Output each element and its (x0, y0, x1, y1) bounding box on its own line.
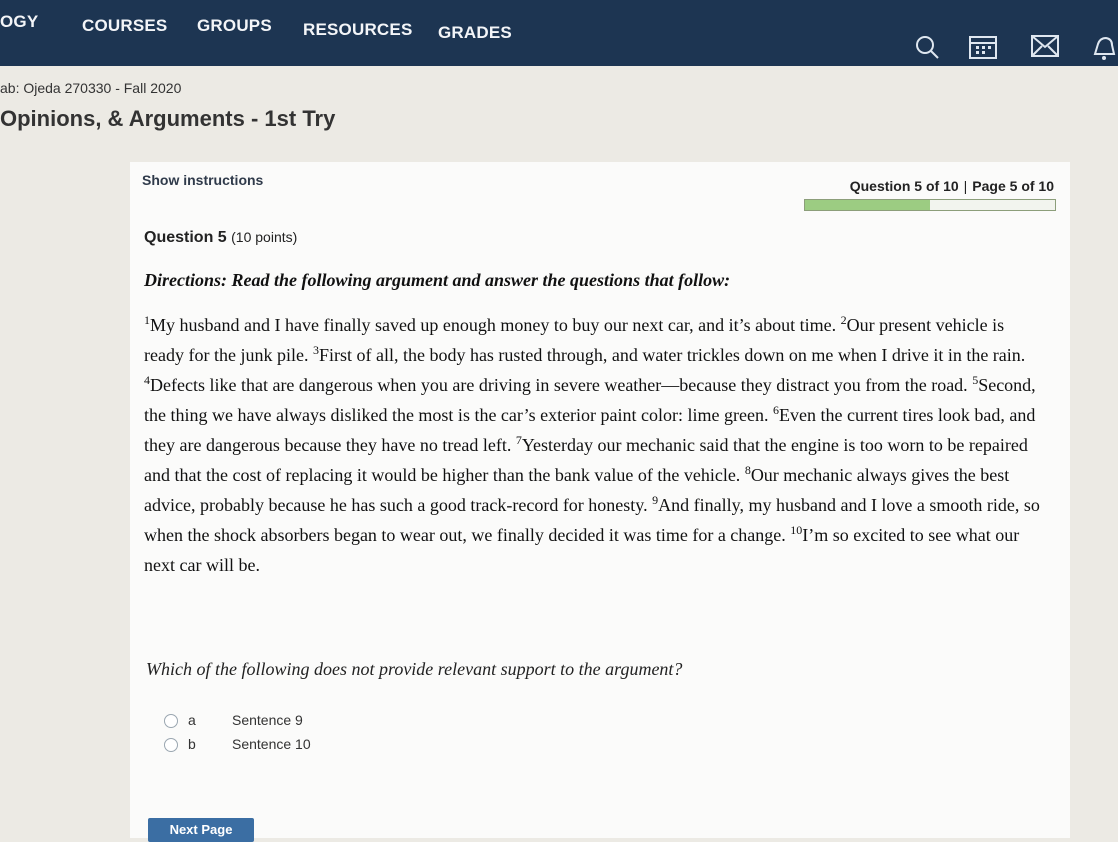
quiz-panel (130, 162, 1070, 838)
sentence-number: 8 (744, 463, 751, 477)
question-points: (10 points) (231, 229, 298, 245)
page-title: Opinions, & Arguments - 1st Try (0, 106, 336, 131)
page-counter: Page 5 of 10 (972, 178, 1054, 194)
next-page-button[interactable]: Next Page (148, 818, 254, 842)
question-counter: Question 5 of 10 (849, 178, 959, 194)
sentence-text: Defects like that are dangerous when you are driving in severe weather—because they distract you from the road. (150, 375, 973, 395)
course-breadcrumb: ab: Ojeda 270330 - Fall 2020 (0, 80, 182, 96)
question-status (850, 178, 1054, 194)
option-letter: b (188, 736, 196, 752)
show-instructions-link[interactable]: Show instructions (142, 172, 264, 188)
bell-icon[interactable] (1090, 34, 1118, 67)
radio-button[interactable] (164, 738, 178, 752)
question-prompt: Which of the following does not provide relevant support to the argument? (146, 659, 683, 679)
brand-text[interactable]: OGY (0, 12, 39, 31)
sentence-text: Second, the thing we have always disliked the most is the car’s exterior paint color: lime green. (144, 375, 1036, 425)
sentence-number: 6 (773, 403, 779, 417)
progress-fill (805, 200, 930, 210)
sentence-text: Even the current tires look bad, and they are dangerous because they have no tread left. (144, 405, 1036, 455)
calendar-icon[interactable] (968, 34, 998, 65)
sentence-text: I’m so excited to see what our next car will be. (144, 525, 1020, 575)
sentence-text: Yesterday our mechanic said that the engine is too worn to be repaired and that the cost of replacing it would be higher than the bank value of the vehicle. (144, 435, 1028, 485)
top-navbar (0, 0, 1118, 66)
sentence-text: My husband and I have finally saved up enough money to buy our next car, and it’s about time. (150, 315, 841, 335)
nav-courses[interactable]: COURSES (82, 16, 168, 35)
sentence-number: 1 (144, 313, 150, 327)
sentence-number: 5 (972, 373, 979, 387)
sentence-text: First of all, the body has rusted through, and water trickles down on me when I drive it in the rain. (318, 345, 1026, 365)
sentence-text: Our present vehicle is ready for the junk pile. (144, 315, 1005, 365)
option-text: Sentence 10 (232, 736, 311, 752)
argument-passage (144, 310, 1044, 580)
question-number: Question 5 (144, 229, 227, 246)
sentence-number: 9 (652, 493, 659, 507)
option-text: Sentence 9 (232, 712, 303, 728)
option-letter: a (188, 712, 196, 728)
sentence-number: 4 (144, 373, 150, 387)
mail-icon[interactable] (1030, 34, 1060, 63)
sentence-text: And finally, my husband and I love a smooth ride, so when the shock absorbers began to wear out, we finally decided it was time for a change. (144, 495, 1040, 545)
status-separator: | (963, 178, 968, 194)
radio-button[interactable] (164, 714, 178, 728)
nav-resources[interactable]: RESOURCES (303, 20, 413, 39)
progress-bar (804, 199, 1056, 211)
sentence-number: 7 (515, 433, 522, 447)
sentence-number: 2 (840, 313, 847, 327)
directions-text: Directions: Read the following argument and answer the questions that follow: (144, 270, 731, 290)
sentence-text: Our mechanic always gives the best advice, probably because he has such a good track-record for honesty. (144, 465, 1010, 515)
nav-groups[interactable]: GROUPS (197, 16, 272, 35)
sentence-number: 3 (312, 343, 319, 357)
nav-grades[interactable]: GRADES (438, 23, 512, 42)
question-heading (144, 229, 297, 247)
search-icon[interactable] (913, 34, 941, 67)
sentence-number: 10 (790, 523, 803, 537)
